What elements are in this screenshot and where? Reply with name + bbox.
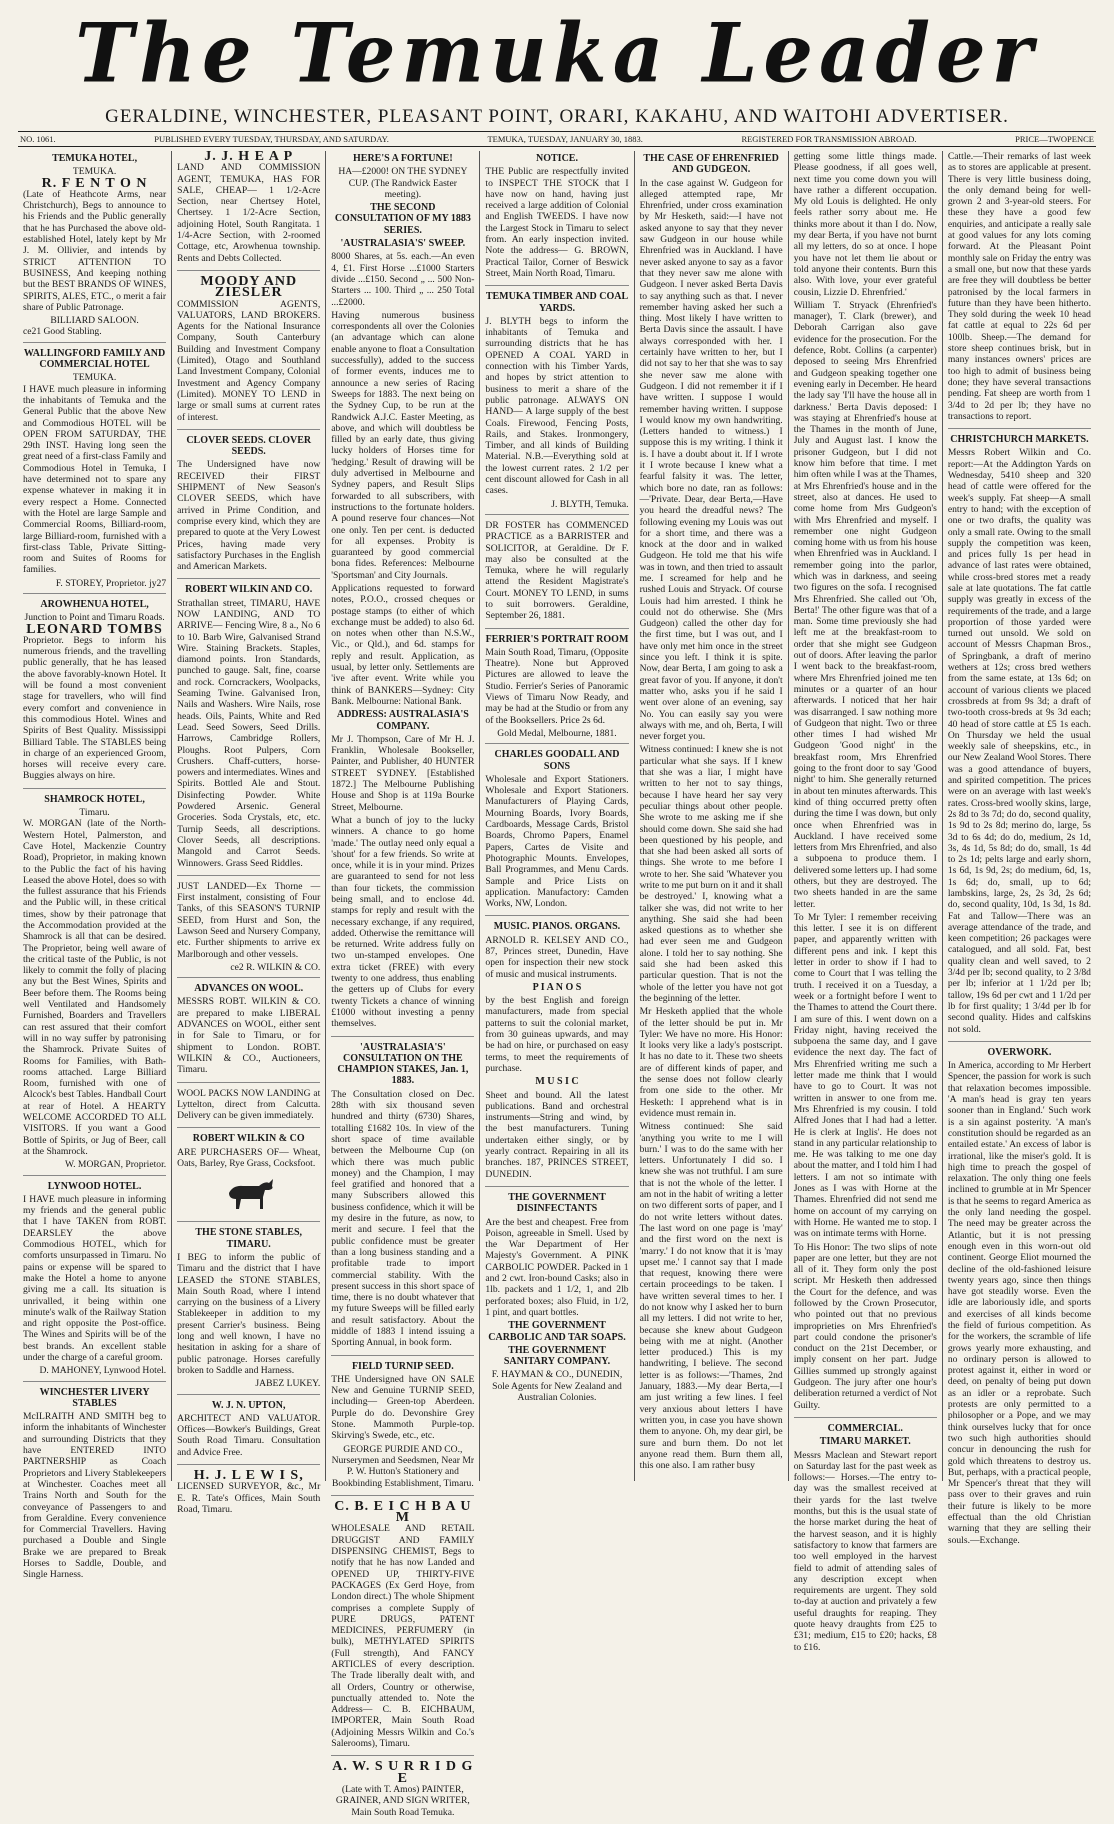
masthead [18,0,1096,104]
section-commercial: COMMERCIAL. TIMARU MARKET. Messrs Maclean and Stewart report on Saturday last for the past week as follows:— Horses.—The entry to-day was the smallest received at their yards for the last twelve months, but this is the usual state of the horse market during the heat of the harvest season, and it is highly satisfactory to know that farmers are too well employed in the harvest field to admit of attending sales of any description except when requirements are urgent. They sold to-day at auction and privately a few useful draughts for reaping. They quote heavy draughts from £25 to £31; medium, £15 to £20; hacks, £8 to £16. [793,1422,937,1653]
article-timaru-market-cont: Cattle.—Their remarks of last week as to stores are applicable at present. There is very little business doing, the only demand being for well-grown 2 and 3-year-old steers. For these they have a good few enquiries, and anticipate a really sale at good values for any lots coming forward. At the Pleasant Point monthly sale on Friday the entry was a small one, but now that these yards are free they will doubtless be better patronised by the local farmers in future than they have been hitherto. They sold during the week 10 head fat cattle at equal to 22s 6d per 100lb. Sheep.—The demand for store sheep continues brisk, but in many instances owners' prices are too high to admit of business being done; they have several transactions pending. Fat sheep are worth from 1 3/4d to 2d per lb; they have no transactions to report. [948,151,1091,429]
article-ehrenfried-continued: getting some little things made. Please goodness, if all goes well, next time you come down you will have rather a different occupation. My old Louis is delighted. He only feels rather sorry about me. He thinks more about it than I do. Now, my dear Berta, if you have not burnt all my letters, do so at once. I hope you have not let them lie about or told anyone their contents. Burn this also. With love, your ever grateful cousin, Lizzie D. Ehrenfried.' William T. Stryack (Ehrenfried's manager), T. Clark (brewer), and Deborah Carrigan also gave evidence for the prosecution. For the defence, Robt. Collins (a carpenter) deposed to seeing Mrs Ehrenfried and Gudgeon speaking together one evening early in December. He heard the lady say 'I'll have the house all in darkness.' Berta Davis deposed: I was staying at Ehrenfried's house at the Thames in the month of June, July and August last. I know the prisoner Gudgeon, but I did not know him before that time. I met him often while I was at the Thames, at Mrs Ehrenfried's house and in the street, also at dances. He used to come home from Mrs Gudgeon's with Mrs Ehrenfried and myself. I remember one night Gudgeon coming home with us from his house when Ehrenfried was in Auckland. I remember going into the parlor, which was in darkness, and seeing two figures on the sofa. I recognised Mrs Ehrenfried. She called out 'Oh, Berta!' The other figure was that of a man. Some time previously she had left me at the breakfast-room to order that she might see Gudgeon out of doors. After leaving the parlor I went back to the breakfast-room, where Mrs Ehrenfried joined me ten minutes or a quarter of an hour afterwards. I noticed that her hair was disarranged. I saw nothing more of Gudgeon that night. Two or three other times I had wished Mr Gudgeon 'Good night' in the breakfast room, Mrs Ehrenfried going to the front door to say 'Good night' to him. She generally returned in about ten minutes afterwards. This kind of thing occurred pretty often during the time I was down, but only once when Ehrenfried was in Auckland. I have received some letters from Mrs Ehrenfried, and also a subpoena to produce them. I delivered some letters up. I had some others, but they are destroyed. The two sheets handed in are the same letter. To Mr Tyler: I remember receiving this letter. I see it is on different paper, and apparently written with different pens and ink. I kept this letter in order to show if I had to come to Court that I was telling the truth. I received it on a Tuesday, a week or a fortnight before I went to the Thames to attend the Court there. I am sure of this. I went down on a Friday night, having received the subpoena the same day, and I gave evidence the next day. The fact of Mrs Ehrenfried writing me such a letter made me think that I would have to go to Court. It was not written in answer to one from me. Mrs Ehrenfried is my cousin. I told Alfred Jones that I had had a letter. He is clerk at Inglis'. He does not stand in any particular relationship to me. He was talking to me one day about the matter, and I told him I had letters. I am not so intimate with Jones as I was with Horne at the Thames. Ehrenfried did not send me home on account of my carrying on with Horne. He wanted me to stop. I was on intimate terms with Horne. To His Honor: The two slips of note paper are one letter, but they are not all of it. They form only the post script. Mr Hesketh then addressed the Court for the defence, and was followed by the Crown Prosecutor, who pointed out that no previous improprieties on Mrs Ehrenfried's part could condone the prisoner's conduct on the 21st December, or imply consent on her part. Judge Gillies summed up strongly against Gudgeon. The jury after one hour's deliberation returned a verdict of Not Guilty. [794,151,937,1418]
article-ehrenfried-gudgeon: THE CASE OF EHRENFRIED AND GUDGEON. In the case against W. Gudgeon for alleged attempted rape, Mr Ehrenfried, under cross examination by Mr Hesketh, said:—I have not asked anyone to say that they never saw Gudgeon in our house while Ehrenfried was in Auckland. I have never asked anyone to say as a favor that they never saw me alone with Gudgeon. I never asked Berta Davis to say anything such as that. I never remember having asked her such a thing. Most likely I have written to Berta Davis since the assault. I have always corresponded with her. I certainly have written to her, but I did not say to her that she was to say she never saw me alone with Gudgeon. I did not remember it if I have written. I suppose I would remember having written. I suppose I would know my own handwriting. (Letters handed to witness.) I suppose this is my writing. I think it is. I have a doubt about it. If I wrote it I wrote because I knew what a fearful falsity it was. The letter, which bore no date, ran as follows:—'Private. Dear, dear Berta,—Have you heard the dreadful news? The following evening my Louis was out for a short time, and there was a knock at the door and in walked Gudgeon. He told me that his wife was in town, and then tried to assault me. I screamed for help and he rushed Louis and Stryack. Of course Louis had him arrested. I think he could not do otherwise. She (Mrs Gudgeon) called the other day for the first time, but I was out, and I have only met him once in the street since you left. I think it is spite. Now, dear Berta, I am going to ask a great favor of you. If anyone, it don't matter who, asks you if he said I went over alone of an evening, say No. You can easily say you were always with me, and oh, Berta, I will never forget you. Witness continued: I knew she is not particular what she says. If I knew that she was a liar, I might have written to her not to say things, because I have heard her say very peculiar things about other people. She wrote to me asking me if she should come down. She said she had been questioned by his people, and that she had been asked all sorts of things. She wrote to me before I wrote to her. She said 'Whatever you write to me put burn on it and it shall be destroyed.' I, knowing what a talker she was, did not write to her anything. She said she had been asked questions as to whether she had ever seen me and Gudgeon alone. I told her to say nothing. She said she had been asked this particular question. That is not the whole of the letter you have not got the beginning of the letter. Mr Hesketh applied that the whole of the letter should be put in. Mr Tyler: We have no more. His Honor: It looks very like a lady's postscript. It has no date to it. These two sheets are of different kinds of paper, and the sense does not follow clearly from one side to the other. Mr Hesketh: I apprehend what is in evidence must remain in. Witness continued: She said 'anything you write to me I will burn.' I was to do the same with her letters. Unfortunately I did so. I knew she was not truthful. I am sure that is not the whole of the letter. I am not in the habit of writing a letter on two different sorts of paper, and I do not write letters without dates. The last word on one page is 'may' and the first word on the next is 'marry.' I do not know that it is 'may upset me.' I cannot say that I made that request, knowing there were certain proceedings to be taken. I have written several times to her. I do not know why I asked her to burn all my letters. I did not write to her, because she knew about Gudgeon being with me at night. (Another letter produced.) This is my handwriting, I believe. The second letter is as follows:—'Thames, 2nd January, 1883.—My dear Berta,—I am just writing a few lines. I feel very anxious about letters I have written you, in case you have shown them to anyone. Oh, my dear girl, be sure and burn them. Do not let anyone read them. Burn them all, this one also. I am rather busy [639,153,783,1472]
column-7 [943,151,1096,1546]
masthead-title: The Temuka Leader [75,5,1039,102]
column-2 [172,149,326,1515]
ad-wallingford-hotel: WALLINGFORD FAMILY AND COMMERCIAL HOTEL TEMUKA. I HAVE much pleasure in informing the inhabitants of Temuka and the General Public that the above New and Commodious HOTEL will be OPEN FROM SATURDAY, THE 29th INST. Having long seen the great need of a first-class Family and Commodious Hotel in Temuka, I have determined not to spare any expense whatever in making it in every respect a Home. Connected with the Hotel are large Sample and Commercial Rooms, Billiard-room, large Billiard-room, furnished with a first-class Table, Private Sitting-room and Suites of Rooms for families. F. STOREY, Proprietor. jy27 [23,348,166,594]
ad-robert-wilkin: ROBERT WILKIN AND CO. Strathallan street, TIMARU, HAVE NOW LANDING, AND TO ARRIVE— Fencing Wire, 8 a., No 6 to 10. Barb Wire, Galvanised Strand Wire. Staining Brackets. Staples, diamond points. Iron Standards, punched to gauge. Salt, fine, coarse and rock. Corncrackers, Woolpacks, Seaming Twine. Galvanised Iron, Nails and Washers. Wire Nails, rose heads. Oils, Paints, White and Red Lead. Seed Sowers, Seed Drills. Harrows, Cambridge Rollers, Ploughs. Root Pulpers, Corn Crushers. Chaff-cutters, horse-powers and intermediates. Wines and Spirits. Bottled Ale and Stout. Disinfecting Powder. White Powdered Arsenic. General Groceries. Soda Crystals, etc, etc. Turnip Seeds, all descriptions. Clover Seeds, all descriptions. Mangold and Carrot Seeds. Winnowers. Grass Seed Riddles. [177,584,320,875]
ad-clover-seeds: CLOVER SEEDS. CLOVER SEEDS. The Undersigned have now RECEIVED their FIRST SHIPMENT of New Season's CLOVER SEEDS, which have arrived in Prime Condition, and comprise every kind, which they are prepared to quote at the Very Lowest Prices, having made very satisfactory Purchases in the English and American Markets. [177,435,320,580]
ad-field-turnip-seed: FIELD TURNIP SEED. THE Undersigned have ON SALE New and Genuine TURNIP SEED, including— Green-top Aberdeen. Purple do do. Devonshire Grey Stone. Mammoth Purple-top. Skirving's Swede, etc., etc. GEORGE PURDIE AND CO., Nurserymen and Seedsmen, Near Mr P. W. Hutton's Stationery and Bookbinding Establishment, Timaru. [331,1361,474,1496]
ad-eichbaum: C. B. E I C H B A U M WHOLESALE AND RETAIL DRUGGIST AND FAMILY DISPENSING CHEMIST, Begs to notify that he has now Landed and OPENED UP, THIRTY-FIVE PACKAGES (Ex Gerd Hoye, from London direct.) The whole Shipment comprises a complete Supply of PURE DRUGS, PATENT MEDICINES, PERFUMERY (in bulk), METHYLATED SPIRITS (Full strength), And FANCY ARTICLES of every description. The Trade liberally dealt with, and all Orders, Country or otherwise, punctually attended to. Note the Address— C. B. EICHBAUM, IMPORTER, Main South Road (Adjoining Messrs Wilkin and Co.'s Salerooms), Timaru. [331,1501,474,1757]
ad-ferrier-portrait: FERRIER'S PORTRAIT ROOM Main South Road, Timaru, (Opposite Theatre). None but Approved Pictures are allowed to leave the Studio. Ferrier's Series of Panoramic Views of Timaru Now Ready, and may be had at the Studio or from any of the Booksellers. Price 2s 6d. Gold Medal, Melbourne, 1881. [485,634,628,745]
ad-winchester-livery: WINCHESTER LIVERY STABLES McILRAITH AND SMITH beg to inform the inhabitants of Winchester and surrounding Districts that they have ENTERED INTO PARTNERSHIP as Coach Proprietors and Livery Stablekeepers at Winchester. Coaches meet all Trains North and South for the conveyance of Passengers to and from Geraldine. Every convenience for Commercial Travellers. Having purchased a Double and Single Brake we are prepared to Break Horses to Saddle, Double, and Single Harness. [23,1386,167,1581]
ad-dr-foster: DR FOSTER has COMMENCED PRACTICE as a BARRISTER and SOLICITOR, at Geraldine. Dr F. may also be consulted at the Temuka, where he will regularly attend the Resident Magistrate's Court. MONEY TO LEND, in sums to suit borrowers. Geraldine, September 26, 1881. [485,520,628,629]
article-christchurch-markets: CHRISTCHURCH MARKETS. Messrs Robert Wilkin and Co. report:—At the Addington Yards on Wednesday, 5410 sheep and 320 head of cattle were offered for the week's supply. Fat sheep—A small entry to hand; with the exception of one or two drafts, the quality was only a small rate. Owing to the small supply the competition was keen, and prices fully 1s per head in advance of last rates were obtained, while cross-bred stores met a ready sale at late quotations. The fat cattle supply was greatly in excess of the requirements of the trade, and a large proportion of those yarded were turned out unsold. We sold on account of Messrs Chapman Bros., of Springbank, a draft of merino wethers at 12s; cross bred wethers from the same estate, at 13s 6d; on account of various clients we placed crossbreds at from 9s 3d; a draft of two-tooth cross-breds at 9s 3d each; 40 head of store cattle at £5 1s each. On Thursday we held the usual weekly sale of sheepskins, etc., in our New Zealand Wool Stores. There was a good attendance of buyers, and spirited competition. The prices were on an average with last week's rates. Cross-bred woolly skins, large, 2s 8d to 3s 7d; do do, second quality, 1s 9d to 2s 8d; merino do, large, 5s 3d to 6s 4d; do do, medium, 2s 1d, 3s, 4s 1d, 5s 8d; do do, small, 1s 4d to 2s 1d; pelts large and early shorn, 1s 6d, 1s 9d, 2s; do medium, 6d, 1s, 1s 6d; do, small, up to 6d; lambskins, large, 2s, 2s 3d, 2s 6d; do, second quality, 10d, 1s 3d, 1s 8d. Fat and Tallow—There was an average attendance of the trade, and keen competition; 26 packages were catalogued, and all sold. Fat, best quality clean and well saved, to 2 3/4d per lb; second quality, to 2 3/8d per lb; inferior at 1 1/2d per lb; tallow, 19s 6d per cwt and 1 1/2d per lb for first quality; 1 3/4d per lb for second quality. Hides and calfskins not sold. [948,434,1091,1042]
ad-surridge: A. W. S U R R I D G E (Late with T. Amos) PAINTER, GRAINER, AND SIGN WRITER, Main South Road Temuka. [332,1759,474,1818]
ad-notice-brown: NOTICE. THE Public are respectfully invited to INSPECT THE STOCK that I have now on hand, having just received a large addition of Colonial and English TWEEDS. I have now the Largest Stock in Timaru to select from. An early inspection invited. Note the address— G. BROWN, Practical Tailor, Corner of Beswick Street, Main North Road, Timaru. [485,153,628,286]
ad-shamrock-hotel: SHAMROCK HOTEL, Timaru. W. MORGAN (late of the North-Western Hotel, Palmerston, and Cave Hotel, Mackenzie Country Road), Proprietor, in making known to the Public the fact of his having Leased the above Hotel, does so with the fullest assurance that his Friends and the Public will, in these critical times, show by their patronage that the Accommodation provided at the Shamrock is all that can be desired. The Proprietor, being well aware of the critical taste of the Public, is not likely to commit the folly of placing any but the Best Wines, Spirits and Beer before them. The Rooms being well Ventilated and Handsomely Furnished, Boarders and Travellers can rest assured that their comfort will in no way suffer by patronising the Shamrock. Private Suites of Rooms for Families, with Bath-rooms attached. Large Billiard Room, furnished with one of Alcock's best Tables. Handball Court at rear of Hotel. A HEARTY WELCOME ACCORDED TO ALL VISITORS. If you want a Good Bottle of Spirits, or Jug of Beer, call at the Shamrock. W. MORGAN, Proprietor. [23,794,166,1176]
dateline [18,131,1096,147]
ad-heap: J. J. H E A P LAND AND COMMISSION AGENT, TEMUKA, HAS FOR SALE, CHEAP— 1 1/2-Acre Section, near Chertsey Hotel, Chertsey. 1 1/2-Acre Section, adjoining Hotel, South Rangitata. 1 1/4-Acre Section, with 2-roomed Cottage, etc, Arowhenua township. Rents and Debts Collected. [177,151,320,271]
ad-temuka-hotel: TEMUKA HOTEL, TEMUKA. R. F E N T O N (Late of Heathcote Arms, near Christchurch), Begs to announce to his Friends and the Public generally that he has Purchased the above old-established Hotel, lately kept by Mr J. M. Ollivier, and intends by STRICT ATTENTION TO BUSINESS, And keeping nothing but the BEST BRANDS OF WINES, SPIRITS, ALES, ETC., o merit a fair share of Public Patronage. BILLIARD SALOON. ce21 Good Stabling. [23,153,166,343]
ad-consultation: 'AUSTRALASIA'S' CONSULTATION ON THE CHAMPION STAKES, Jan. 1, 1883. The Consultation closed on Dec. 28th with six thousand seven hundred and thirty (6730) Shares, totalling £1682 10s. In view of the short space of time available between the Melbourne Cup (on which there was much public money) and the Champion, I may feel gratified and honored that a many Subscribers allowed this business confidence, which it will be my desire in the future, as now, to merit and secure. I feel that the public confidence must be greater than a long business standing and a profitable trade to import commercial stability. With the present success in this short space of time, there is no doubt whatever that my future Sweeps will be filled early and result satisfactory. About the middle of 1883 I intend issuing a Sporting Annual, in book form. [331,1042,474,1356]
ad-disinfectants: THE GOVERNMENT DISINFECTANTS Are the best and cheapest. Free from Poison, agreeable in Smell. Used by the War Department of Her Majesty's Government. A PINK CARBOLIC POWDER. Packed in 1 and 2 cwt. Iron-bound Casks; also in 1lb. packets and 1 1/2, 1, and 2lb perforated boxes; also Fluid, in 1/2, 1 pint, and quart bottles. THE GOVERNMENT CARBOLIC AND TAR SOAPS. THE GOVERNMENT SANITARY COMPANY. F. HAYMAN & CO., DUNEDIN, Sole Agents for New Zealand and Australian Colonies. [485,1191,629,1403]
ad-goodall: CHARLES GOODALL AND SONS Wholesale and Export Stationers. Wholesale and Export Stationers. Manufacturers of Playing Cards, Mourning Boards, Ivory Boards, Cardboards, Message Cards, Bristol Boards, Chromo Papers, Enamel Papers, Cartes de Visite and Photographic Mounts. Envelopes, Ball Programmes, and Menu Cards. Sample and Price Lists on application. Manufactory: Camden Works, NW, London. [485,749,628,916]
horse-illustration [219,1173,279,1213]
ad-lewis: H. J. L E W I S, LICENSED SURVEYOR, &c., Mr E. R. Tate's Offices, Main South Road, Timaru. [177,1467,321,1515]
ad-arowhenua-hotel: AROWHENUA HOTEL, Junction to Point and Timaru Roads. LEONARD TOMBS Proprietor. Begs to inform his numerous friends, and the travelling public generally, that he has leased the above favorably-known Hotel. It will be found a most convenient stage for travellers, who will find every comfort and convenience in this commodious Hotel. Wines and Spirits of Best Quality. Mississippi Billiard Table. The STABLES being in charge of an experienced Groom, horses will receive every care. Buggies always on hire. [23,599,166,789]
price: PRICE—TWOPENCE [1015,134,1094,144]
columns [18,149,1096,1818]
issue-date: TEMUKA, TUESDAY, JANUARY 30, 1883. [487,134,643,144]
issue-number: NO. 1061. [20,134,56,144]
masthead-subtitle: GERALDINE, WINCHESTER, PLEASANT POINT, ORARI, KAKAHU, AND WAITOHI ADVERTISER. [105,106,1009,127]
article-overwork: OVERWORK. In America, according to Mr Herbert Spencer, the passion for work is such that relaxation becomes impossible. 'A man's head is gray ten years sooner than in England.' Such work is a sin against posterity. 'A man's constitution should be regarded as an entailed estate.' An excess of labor is irrational, like the miser's gold. It is high time to preach the gospel of relaxation. The only thing one feels inclined to grumble at in Mr Spencer is that he seems to regard America as the only land needing the gospel. The need may be greater across the Atlantic, but it is not pressing enough even in this worn-out old continent. George Eliot mourned the decline of the old-fashioned leisure twenty years ago, since then things have got steadily worse. Even the idle are laboriously idle, and sports and exercises of all kinds become the field of furious competition. As for the workers, the scramble of life grows yearly more exhausting, and no ordinary person is allowed to protest against it, either in word or deed, on penalty of being put down as an idler or a reprobate. Such protests are only permitted to a philosopher or a Pope, and we may think ourselves lucky that for once two such high authorities should concur in denouncing the rush for gold which threatens to destroy us. But, perhaps, with a practical people, Mr Spencer's threat that they will pass over to their graves and ruin their future is likely to be more effectual than the old Christian warning that they are selling their souls.—Exchange. [947,1046,1091,1546]
ad-timber-coal: TEMUKA TIMBER AND COAL YARDS. J. BLYTH begs to inform the inhabitants of Temuka and surrounding districts that he has OPENED A COAL YARD in connection with his Timber Yards, and hopes by strict attention to business to merit a share of the public patronage. ALWAYS ON HAND— A large supply of the best Coals. Firewood, Fencing Posts, Rails, and Stakes. Ironmongery, Timber, and all kinds of Building Material. N.B.—Everything sold at the lowest current rates. 2 1/2 per cent discount allowed for Cash in all cases. J. BLYTH, Temuka. [485,291,628,515]
ad-upton: W. J. N. UPTON, ARCHITECT AND VALUATOR. Offices—Bowker's Buildings, Great South Road Timaru. Consultation and Advice Free. [177,1400,320,1465]
column-1 [18,151,172,1581]
column-6 [789,151,943,1653]
column-5 [635,151,789,1481]
ad-turnip-seed: JUST LANDED—Ex Thorne — First instalment, consisting of Four Tanks, of this SEASON'S TURNIP SEED, from Hurst and Son, the Lawson Seed and Nursery Company, etc. Further shipments to arrive ex Marlborough and other vessels. ce2 R. WILKIN & CO. [177,881,320,978]
ad-moody-ziesler: MOODY AND ZIESLER COMMISSION AGENTS, VALUATORS, LAND BROKERS. Agents for the National Insurance Company, South Canterbury Building and Investment Company (Limited), Otago and Southland Land Investment Company, Colonial Investment and Agency Company (Limited). MONEY TO LEND in large or small sums at current rates of interest. [177,276,320,430]
ad-music-pianos: MUSIC. PIANOS. ORGANS. ARNOLD R. KELSEY AND CO., 87, Princes street, Dunedin, Have open for inspection their new stock of music and musical instruments. P I A N O S by the best English and foreign manufacturers, made from special patterns to suit the colonial market, from 30 guineas upwards, and may be had on hire, or purchased on easy terms, to meet the requirements of purchase. M U S I C Sheet and bound. All the latest publications. Band and orchestral instruments—String and wind, by the best manufacturers. Tuning undertaken either singly, or by yearly contract. Repairing in all its branches. 187, PRINCES STREET, DUNEDIN. [485,921,628,1187]
column-3 [326,151,480,1818]
ad-lynwood-hotel: LYNWOOD HOTEL. I HAVE much pleasure in informing my friends and the general public that I have TAKEN from ROBT. DEARSLEY the above Commodious HOTEL, which for comforts unsurpassed in Timaru. No pains or expense will be spared to make the Hotel a home to anyone giving me a call. Its situation is unrivalled, it being within one minute's walk of the Railway Station and right opposite the Post-office. The Wines and Spirits will be of the best brands. An excellent stable under the charge of a careful groom. D. MAHONEY, Lynwood Hotel. [23,1181,166,1382]
publication-schedule: PUBLISHED EVERY TUESDAY, THURSDAY, AND SATURDAY. [154,134,389,144]
ad-advances-wool: ADVANCES ON WOOL. MESSRS ROBT. WILKIN & CO. are prepared to make LIBERAL ADVANCES on WOOL, either sent in for Sale to Timaru, or for shipment to London. ROBT. WILKIN & CO., Auctioneers, Timaru. [177,983,320,1082]
ad-wool-packs: WOOL PACKS NOW LANDING at Lyttelton, direct from Calcutta. Delivery can be given immediately. [177,1088,320,1129]
ad-wilkin-purchasers: ROBERT WILKIN & CO ARE PURCHASERS OF— Wheat, Oats, Barley, Rye Grass, Cocksfoot. [177,1133,320,1222]
ad-fortune-sweep: HERE'S A FORTUNE! HA—£2000! ON THE SYDNEY CUP. (The Randwick Easter meeting). THE SECOND CONSULTATION OF MY 1883 SERIES. 'AUSTRALASIA'S' SWEEP. 8000 Shares, at 5s. each.—An even 4, £1. First Horse ...£1000 Starters divide ...£150. Second „ ... 500 Non-Starters ... 100. Third „ ... 250 Total ...£2000. Having numerous business correspondents all over the Colonies (an advantage which can alone enable anyone to float a Consultation successfully), added to the success of former events, induces me to announce a new series of Racing Sweeps for 1883. The next being on the Sydney Cup, to be run at the Randwick A.J.C. Easter Meeting, as above, and which will doubtless be filled by an early date, thus giving lucky holders of Horses time for 'hedging.' Result of drawing will be duly advertised in Melbourne and Sydney papers, and Result Slips forwarded to all subscribers, with instructions to the fortunate holders. A pound reserve four chances—Not one only. Ten per cent. is deducted for all expenses. Probity is guaranteed by good commercial bona fides. References: Melbourne 'Sportsman' and City Journals. Applications requested to forward notes, P.O.O., crossed cheques or postage stamps (to either of which exchange must be added) to also 6d. on notes when other than N.S.W., Vic., or Qld.), and 6d. stamps for reply and result. Application, as usual, by letter only. Settlements are 'ive after event. Write while you think of BANKERS—Sydney: City Bank. Melbourne: National Bank. ADDRESS: AUSTRALASIA'S COMPANY. Mr J. Thompson, Care of Mr H. J. Franklin, Wholesale Bookseller, Painter, and Publisher, 40 HUNTER STREET SYDNEY. [Established 1872.] The Melbourne Publishing House and Shop is at 119a Bourke Street, Melbourne. What a bunch of joy to the lucky winners. A chance to go home 'made.' The outlay need only equal a 'shout' for a few friends. So write at once, while it is in your mind. Prizes are guaranteed to send for not less than four tickets, the commission being small, and to enclose 4d. stamps for reply and result with the necessary exchange, if any required, added. Otherwise the remittance will be returned. Write address fully on two un-stamped envelopes. One extra ticket (FREE) with every twenty to one address, thus enabling the getters up of Clubs for every twenty Tickets a chance of winning £1000 without investing a penny themselves. [331,153,474,1037]
ad-stone-stables: THE STONE STABLES, TIMARU. I BEG to inform the public of Timaru and the district that I have LEASED the STONE STABLES, Main South Road, where I intend carrying on the business of a Livery Stablekeeper in addition to my present Carrier's business. Being long and well known, I have no hesitation in asking for a share of public patronage. Horses carefully broken to Saddle and Harness. JABEZ LUKEY. [177,1227,320,1394]
column-4 [480,151,634,1481]
registration-note: REGISTERED FOR TRANSMISSION ABROAD. [741,134,917,144]
